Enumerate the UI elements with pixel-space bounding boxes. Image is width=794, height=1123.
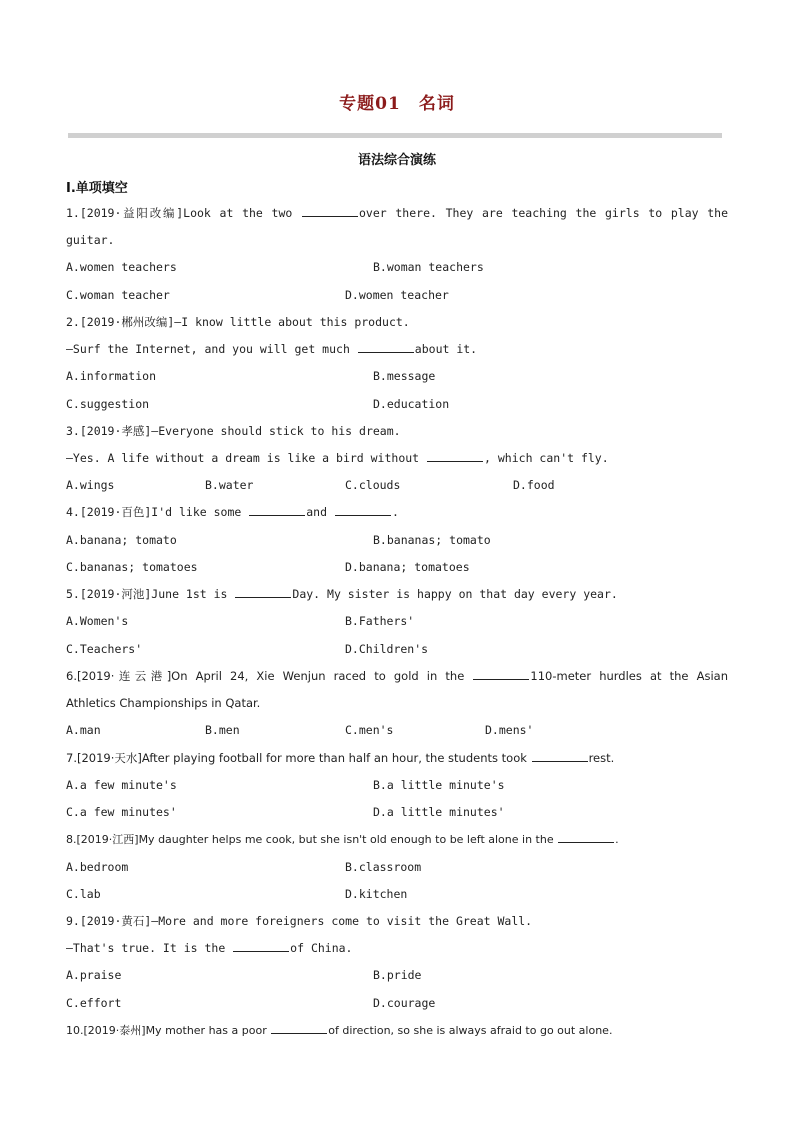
answer-blank xyxy=(235,586,291,598)
option-c: C.lab xyxy=(66,887,101,901)
option-d: D.a little minutes' xyxy=(373,805,505,819)
option-b: B.a little minute's xyxy=(373,778,505,792)
option-d: D.mens' xyxy=(485,723,534,737)
answer-blank xyxy=(558,831,614,843)
option-b: B.bananas; tomato xyxy=(373,533,491,547)
option-a: A.women teachers xyxy=(66,260,177,274)
answer-blank xyxy=(335,504,391,516)
question-1-stem: 1.[2019·益阳改编]Look at the two over there. They are teaching the girls to play the xyxy=(66,206,729,220)
exercise-subtitle: 语法综合演练 xyxy=(357,153,436,168)
answer-blank xyxy=(249,504,305,516)
option-a: A.a few minute's xyxy=(66,778,177,792)
answer-blank xyxy=(302,205,358,217)
option-a: A.Women's xyxy=(66,614,129,628)
option-c: C.effort xyxy=(66,996,122,1010)
option-b: B.men xyxy=(205,723,240,737)
option-d: D.food xyxy=(513,478,555,492)
question-1-stem-cont: guitar. xyxy=(66,233,115,247)
option-c: C.clouds xyxy=(345,478,401,492)
option-a: A.wings xyxy=(66,478,115,492)
question-2-stem: 2.[2019·郴州改编]—I know little about this product. xyxy=(66,315,410,329)
answer-blank xyxy=(271,1022,327,1034)
question-10-stem: 10.[2019·泰州]My mother has a poor of direction, so she is always afraid to go out alone. xyxy=(66,1024,613,1037)
option-c: C.bananas; tomatoes xyxy=(66,560,198,574)
option-b: B.water xyxy=(205,478,254,492)
option-d: D.women teacher xyxy=(345,288,449,302)
option-b: B.message xyxy=(373,369,436,383)
answer-blank xyxy=(532,750,588,762)
answer-blank xyxy=(233,940,289,952)
option-a: A.information xyxy=(66,369,157,383)
option-d: D.education xyxy=(373,397,450,411)
option-c: C.a few minutes' xyxy=(66,805,177,819)
option-b: B.pride xyxy=(373,968,422,982)
question-5-stem: 5.[2019·河池]June 1st is Day. My sister is happy on that day every year. xyxy=(66,587,618,601)
question-4-stem: 4.[2019·百色]I'd like some and . xyxy=(66,505,399,519)
question-3-stem: 3.[2019·孝感]—Everyone should stick to his dream. xyxy=(66,424,401,438)
option-c: C.woman teacher xyxy=(66,288,170,302)
option-b: B.woman teachers xyxy=(373,260,484,274)
option-a: A.praise xyxy=(66,968,122,982)
option-b: B.classroom xyxy=(345,860,422,874)
title-divider xyxy=(68,133,722,138)
answer-blank xyxy=(358,341,414,353)
section-heading: Ⅰ.单项填空 xyxy=(66,181,128,196)
question-6-stem: 6.[2019·连云港]On April 24, Xie Wenjun raced to gold in the 110-meter hurdles at the Asian xyxy=(66,669,729,683)
question-8-stem: 8.[2019·江西]My daughter helps me cook, but she isn't old enough to be left alone in the . xyxy=(66,833,619,846)
page-title: 专题01 名词 xyxy=(339,94,455,114)
option-c: C.men's xyxy=(345,723,394,737)
answer-blank xyxy=(427,450,483,462)
option-c: C.Teachers' xyxy=(66,642,143,656)
option-d: D.banana; tomatoes xyxy=(345,560,470,574)
question-9-stem: 9.[2019·黄石]—More and more foreigners come to visit the Great Wall. xyxy=(66,914,533,928)
option-b: B.Fathers' xyxy=(345,614,415,628)
question-9-reply: —That's true. It is the of China. xyxy=(66,941,353,955)
option-d: D.kitchen xyxy=(345,887,408,901)
answer-blank xyxy=(473,668,529,680)
option-c: C.suggestion xyxy=(66,397,150,411)
option-a: A.man xyxy=(66,723,101,737)
option-d: D.courage xyxy=(373,996,436,1010)
option-d: D.Children's xyxy=(345,642,429,656)
question-6-stem-cont: Athletics Championships in Qatar. xyxy=(66,696,261,710)
question-7-stem: 7.[2019·天水]After playing football for more than half an hour, the students took rest. xyxy=(66,751,615,765)
question-3-reply: —Yes. A life without a dream is like a bird without , which can't fly. xyxy=(66,451,609,465)
question-2-reply: —Surf the Internet, and you will get much about it. xyxy=(66,342,478,356)
option-a: A.banana; tomato xyxy=(66,533,177,547)
option-a: A.bedroom xyxy=(66,860,129,874)
